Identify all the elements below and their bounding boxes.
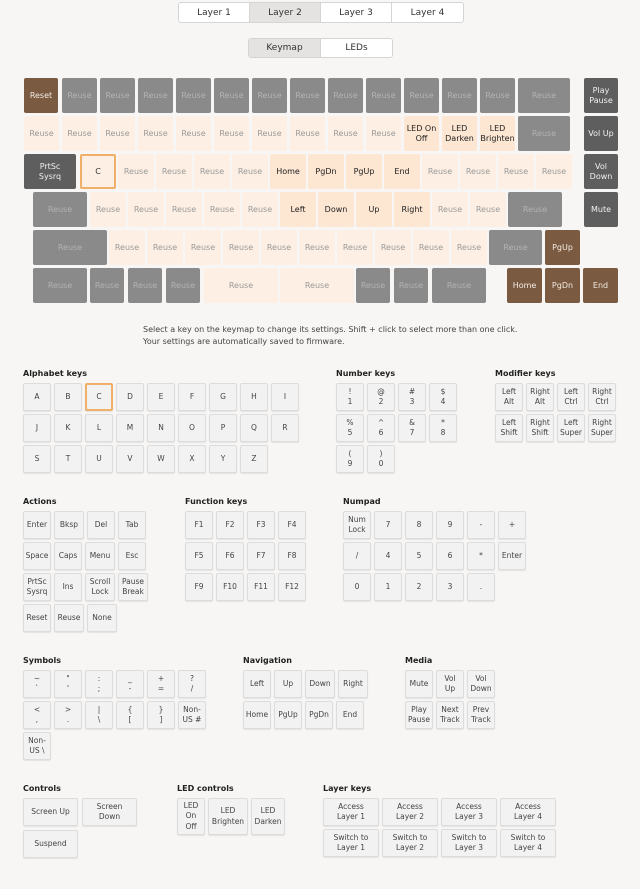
keymap-key[interactable]: Down	[318, 192, 354, 227]
media-grid	[405, 670, 505, 729]
keymap-key[interactable]: Play Pause	[584, 78, 618, 113]
key-button[interactable]: Right Alt	[526, 383, 554, 411]
key-button[interactable]: LED Darken	[251, 798, 285, 835]
key-button[interactable]: Right Super	[588, 414, 616, 442]
alphabet-keys-grid	[23, 383, 313, 473]
key-button[interactable]: W	[147, 445, 175, 473]
keymap-key[interactable]: Reuse	[214, 116, 249, 151]
keymap-key[interactable]: Reuse	[366, 116, 401, 151]
key-button[interactable]: { [	[116, 701, 144, 729]
keymap-key[interactable]: Reuse	[100, 116, 135, 151]
key-button[interactable]: _ -	[116, 670, 144, 698]
key-button[interactable]: Bksp	[54, 511, 84, 539]
section-title: Layer keys	[323, 784, 372, 793]
key-button[interactable]: Esc	[118, 542, 146, 570]
keymap-key[interactable]: LED Brighten	[480, 116, 515, 151]
keymap-key[interactable]: Reuse	[90, 192, 126, 227]
keymap-key[interactable]: Reuse	[451, 230, 487, 265]
key-button[interactable]: F9	[185, 573, 213, 601]
keymap-key[interactable]: Reuse	[480, 78, 515, 113]
keymap-key[interactable]: PrtSc Sysrq	[24, 154, 76, 189]
key-button[interactable]: Num Lock	[343, 511, 371, 539]
keymap-key[interactable]: Reuse	[432, 192, 468, 227]
tab-layer-4[interactable]: Layer 4	[410, 7, 445, 18]
section-title: Symbols	[23, 656, 62, 665]
key-button[interactable]: Screen Down	[82, 798, 137, 826]
keymap-key[interactable]: C	[80, 154, 116, 189]
key-button[interactable]: F12	[278, 573, 306, 601]
key-button[interactable]: > .	[54, 701, 82, 729]
key-button[interactable]: 6	[436, 542, 464, 570]
key-button[interactable]: 2	[405, 573, 433, 601]
keymap-key[interactable]: PgUp	[545, 230, 580, 265]
tab-layer-2[interactable]: Layer 2	[250, 3, 321, 22]
keymap-key[interactable]: Reuse	[232, 154, 268, 189]
key-button[interactable]: : ;	[85, 670, 113, 698]
key-button[interactable]: Non- US \	[23, 732, 51, 760]
keymap-key[interactable]: Reuse	[185, 230, 221, 265]
key-button[interactable]: O	[178, 414, 206, 442]
keymap-key[interactable]: LED Darken	[442, 116, 477, 151]
key-button[interactable]: C	[85, 383, 113, 411]
key-button[interactable]: X	[178, 445, 206, 473]
key-button[interactable]: Next Track	[436, 701, 464, 729]
key-button[interactable]: H	[240, 383, 268, 411]
number-keys-grid	[336, 383, 466, 473]
key-button[interactable]: F8	[278, 542, 306, 570]
keymap-key[interactable]: Reuse	[214, 78, 249, 113]
key-button[interactable]: Q	[240, 414, 268, 442]
key-button[interactable]: U	[85, 445, 113, 473]
actions-section	[23, 497, 153, 632]
key-button[interactable]: Left Super	[557, 414, 585, 442]
controls-grid	[23, 798, 143, 858]
key-button[interactable]: " '	[54, 670, 82, 698]
key-button[interactable]: F3	[247, 511, 275, 539]
keymap-key[interactable]: Reuse	[147, 230, 183, 265]
key-button[interactable]: Del	[87, 511, 115, 539]
numpad-grid	[343, 511, 533, 601]
key-button[interactable]: Non- US #	[178, 701, 206, 729]
key-button[interactable]: 7	[374, 511, 402, 539]
keymap-key[interactable]: Reuse	[394, 268, 428, 303]
keymap-key[interactable]: Reuse	[33, 268, 87, 303]
keymap-key[interactable]: Reuse	[194, 154, 230, 189]
key-button[interactable]: F2	[216, 511, 244, 539]
key-button[interactable]: E	[147, 383, 175, 411]
section-title: Number keys	[336, 369, 396, 378]
key-button[interactable]: F4	[278, 511, 306, 539]
keymap-key[interactable]: Reset	[24, 78, 58, 113]
key-button[interactable]: R	[271, 414, 299, 442]
key-button[interactable]: Access Layer 2	[382, 798, 438, 826]
key-button[interactable]: Enter	[498, 542, 526, 570]
symbols-section	[23, 656, 213, 760]
keymap-key[interactable]: Reuse	[204, 268, 278, 303]
key-button[interactable]: Left	[243, 670, 271, 698]
key-button[interactable]: LED Brighten	[208, 798, 248, 835]
key-button[interactable]: PgUp	[274, 701, 302, 729]
key-button[interactable]: 9	[436, 511, 464, 539]
key-button[interactable]: Access Layer 4	[500, 798, 556, 826]
key-button[interactable]: Ins	[54, 573, 82, 601]
key-button[interactable]: Menu	[85, 542, 115, 570]
key-button[interactable]: 0	[343, 573, 371, 601]
key-button[interactable]: Y	[209, 445, 237, 473]
key-button[interactable]: *	[467, 542, 495, 570]
keymap-key[interactable]: Reuse	[470, 192, 506, 227]
key-button[interactable]: +	[498, 511, 526, 539]
keymap-key[interactable]: Reuse	[62, 116, 97, 151]
keymap-key[interactable]: Reuse	[328, 78, 363, 113]
keymap-key[interactable]: Reuse	[166, 192, 202, 227]
key-button[interactable]: Vol Down	[467, 670, 495, 698]
symbols-grid	[23, 670, 213, 760]
keymap-key[interactable]: Reuse	[366, 78, 401, 113]
key-button[interactable]: Mute	[405, 670, 433, 698]
key-button[interactable]: L	[85, 414, 113, 442]
key-button[interactable]: F10	[216, 573, 244, 601]
section-title: Controls	[23, 784, 61, 793]
section-title: Actions	[23, 497, 57, 506]
keymap-key[interactable]: Reuse	[508, 192, 562, 227]
keymap-key[interactable]: Reuse	[166, 268, 200, 303]
key-button[interactable]: F7	[247, 542, 275, 570]
key-button[interactable]: Home	[243, 701, 271, 729]
key-button[interactable]: 3	[436, 573, 464, 601]
key-button[interactable]: Reuse	[54, 604, 84, 632]
key-button[interactable]: 1	[374, 573, 402, 601]
layer-keys-section	[323, 784, 573, 857]
key-button[interactable]: -	[467, 511, 495, 539]
key-button[interactable]: .	[467, 573, 495, 601]
key-button[interactable]: PrtSc Sysrq	[23, 573, 51, 601]
keymap-key[interactable]: Reuse	[290, 116, 325, 151]
section-title: LED controls	[177, 784, 234, 793]
keymap-key[interactable]: Reuse	[252, 78, 287, 113]
key-button[interactable]: None	[87, 604, 117, 632]
key-button[interactable]: P	[209, 414, 237, 442]
tab-keymap[interactable]: Keymap	[249, 39, 321, 57]
actions-grid	[23, 511, 153, 632]
controls-section	[23, 784, 153, 858]
modifier-keys-section	[495, 369, 625, 442]
keymap-key[interactable]: Left	[280, 192, 316, 227]
keymap-key[interactable]: Up	[356, 192, 392, 227]
keymap-key[interactable]: Reuse	[413, 230, 449, 265]
key-button[interactable]: ? /	[178, 670, 206, 698]
key-button[interactable]: D	[116, 383, 144, 411]
key-button[interactable]: N	[147, 414, 175, 442]
keymap-key[interactable]: Reuse	[90, 268, 124, 303]
keymap-key[interactable]: Reuse	[299, 230, 335, 265]
key-button[interactable]: Left Ctrl	[557, 383, 585, 411]
tab-layer-3[interactable]: Layer 3	[321, 3, 392, 22]
keymap-key[interactable]: Reuse	[404, 78, 439, 113]
key-button[interactable]: Tab	[118, 511, 146, 539]
key-button[interactable]: Reset	[23, 604, 51, 632]
key-button[interactable]: } ]	[147, 701, 175, 729]
keymap-key[interactable]: Reuse	[128, 192, 164, 227]
keymap-key[interactable]: Reuse	[460, 154, 496, 189]
keymap-key[interactable]: Reuse	[138, 78, 173, 113]
key-button[interactable]: Enter	[23, 511, 51, 539]
keymap-key[interactable]: Reuse	[518, 78, 570, 113]
key-button[interactable]: Switch to Layer 2	[382, 829, 438, 857]
key-button[interactable]: + =	[147, 670, 175, 698]
keymap-key[interactable]: Reuse	[518, 116, 570, 151]
key-button[interactable]: @ 2	[367, 383, 395, 411]
keymap-key[interactable]: Reuse	[204, 192, 240, 227]
section-title: Modifier keys	[495, 369, 556, 378]
layer-tabs	[178, 2, 464, 23]
keymap-key[interactable]: Reuse	[290, 78, 325, 113]
key-button[interactable]: ! 1	[336, 383, 364, 411]
key-button[interactable]: Prev Track	[467, 701, 495, 729]
keymap-key[interactable]: End	[384, 154, 420, 189]
section-title: Function keys	[185, 497, 248, 506]
key-button[interactable]: Switch to Layer 4	[500, 829, 556, 857]
keymap-key[interactable]: Reuse	[261, 230, 297, 265]
instructions-text: Select a key on the keymap to change its settings. Shift + click to select more than one click. Your settings are automatically saved to firmware.	[143, 325, 518, 346]
keymap-key[interactable]: Vol Down	[584, 154, 618, 189]
keymap-key[interactable]: Reuse	[223, 230, 259, 265]
keymap-key[interactable]: Reuse	[109, 230, 145, 265]
key-button[interactable]: ^ 6	[367, 414, 395, 442]
key-button[interactable]: Scroll Lock	[85, 573, 115, 601]
section-title: Navigation	[243, 656, 292, 665]
key-button[interactable]: /	[343, 542, 371, 570]
navigation-grid	[243, 670, 373, 729]
tab-leds[interactable]: LEDs	[345, 43, 368, 53]
key-button[interactable]: LED On Off	[177, 798, 205, 835]
led-controls-section	[177, 784, 297, 835]
key-button[interactable]: F6	[216, 542, 244, 570]
function-keys-section	[185, 497, 315, 601]
keymap-key[interactable]: Reuse	[176, 116, 211, 151]
keymap-key[interactable]: Reuse	[375, 230, 411, 265]
led-controls-grid	[177, 798, 297, 835]
key-button[interactable]: F1	[185, 511, 213, 539]
key-button[interactable]: Switch to Layer 1	[323, 829, 379, 857]
key-button[interactable]: Vol Up	[436, 670, 464, 698]
keymap-key[interactable]: Reuse	[280, 268, 354, 303]
key-button[interactable]: G	[209, 383, 237, 411]
key-button[interactable]: J	[23, 414, 51, 442]
key-button[interactable]: End	[336, 701, 364, 729]
key-button[interactable]: F11	[247, 573, 275, 601]
modifier-keys-grid	[495, 383, 625, 442]
key-button[interactable]: Access Layer 3	[441, 798, 497, 826]
key-button[interactable]: Suspend	[23, 830, 78, 858]
key-button[interactable]: ) 0	[367, 445, 395, 473]
keymap-key[interactable]: Reuse	[252, 116, 287, 151]
keymap-key[interactable]: Reuse	[489, 230, 542, 265]
key-button[interactable]: Switch to Layer 3	[441, 829, 497, 857]
key-button[interactable]: Pause Break	[118, 573, 148, 601]
key-button[interactable]: V	[116, 445, 144, 473]
keymap-key[interactable]: Reuse	[156, 154, 192, 189]
key-button[interactable]: ( 9	[336, 445, 364, 473]
key-button[interactable]: ~ `	[23, 670, 51, 698]
tab-layer-1[interactable]: Layer 1	[179, 3, 250, 22]
keymap-key[interactable]: Reuse	[432, 268, 486, 303]
key-button[interactable]: 4	[374, 542, 402, 570]
keymap-key[interactable]: LED On Off	[404, 116, 439, 151]
keymap-key[interactable]: Reuse	[138, 116, 173, 151]
key-button[interactable]: Down	[305, 670, 335, 698]
key-button[interactable]: * 8	[429, 414, 457, 442]
keymap-key[interactable]: Home	[270, 154, 306, 189]
keymap-key[interactable]: Right	[394, 192, 430, 227]
key-button[interactable]: K	[54, 414, 82, 442]
keymap-key[interactable]: Reuse	[242, 192, 278, 227]
keymap-key[interactable]: Reuse	[128, 268, 162, 303]
key-button[interactable]: Left Shift	[495, 414, 523, 442]
keymap-key[interactable]: Reuse	[498, 154, 534, 189]
key-button[interactable]: I	[271, 383, 299, 411]
key-button[interactable]: Right Ctrl	[588, 383, 616, 411]
key-button[interactable]: Caps	[54, 542, 82, 570]
key-button[interactable]: Right	[338, 670, 368, 698]
key-button[interactable]: < ,	[23, 701, 51, 729]
key-button[interactable]: Play Pause	[405, 701, 433, 729]
keymap-key[interactable]: Mute	[584, 192, 618, 227]
keymap-key[interactable]: Reuse	[442, 78, 477, 113]
key-button[interactable]: | \	[85, 701, 113, 729]
keymap-key[interactable]: Reuse	[100, 78, 135, 113]
key-button[interactable]: % 5	[336, 414, 364, 442]
keymap-key[interactable]: Reuse	[24, 116, 59, 151]
keymap-key[interactable]: Reuse	[118, 154, 154, 189]
key-button[interactable]: Access Layer 1	[323, 798, 379, 826]
keymap-key[interactable]: Reuse	[536, 154, 572, 189]
keymap-key[interactable]: Reuse	[422, 154, 458, 189]
numpad-section	[343, 497, 533, 601]
keymap-key[interactable]: PgUp	[346, 154, 382, 189]
keymap-key[interactable]: Reuse	[176, 78, 211, 113]
key-button[interactable]: F5	[185, 542, 213, 570]
key-button[interactable]: S	[23, 445, 51, 473]
key-button[interactable]: Space	[23, 542, 51, 570]
keymap-key[interactable]: End	[583, 268, 618, 303]
key-button[interactable]: 8	[405, 511, 433, 539]
section-title: Alphabet keys	[23, 369, 88, 378]
keymap-key[interactable]: PgDn	[545, 268, 580, 303]
key-button[interactable]: $ 4	[429, 383, 457, 411]
key-button[interactable]: M	[116, 414, 144, 442]
view-tabs	[248, 38, 393, 58]
key-button[interactable]: F	[178, 383, 206, 411]
key-button[interactable]: Z	[240, 445, 268, 473]
key-button[interactable]: B	[54, 383, 82, 411]
keymap-key[interactable]: Reuse	[356, 268, 390, 303]
keymap-key[interactable]: Home	[507, 268, 542, 303]
keymap-key[interactable]: Reuse	[33, 230, 107, 265]
media-section	[405, 656, 505, 729]
layer-keys-grid	[323, 798, 563, 857]
key-button[interactable]: & 7	[398, 414, 426, 442]
key-button[interactable]: T	[54, 445, 82, 473]
section-title: Numpad	[343, 497, 381, 506]
keymap-key[interactable]: Reuse	[328, 116, 363, 151]
keymap-key[interactable]: Vol Up	[584, 116, 618, 151]
keymap-key[interactable]: Reuse	[33, 192, 87, 227]
key-button[interactable]: Up	[274, 670, 302, 698]
navigation-section	[243, 656, 373, 729]
keymap-key[interactable]: Reuse	[62, 78, 97, 113]
key-button[interactable]: Screen Up	[23, 798, 78, 826]
number-keys-section	[336, 369, 466, 473]
alphabet-keys-section	[23, 369, 313, 473]
key-button[interactable]: PgDn	[305, 701, 333, 729]
key-button[interactable]: Left Alt	[495, 383, 523, 411]
keymap-key[interactable]: Reuse	[337, 230, 373, 265]
section-title: Media	[405, 656, 433, 665]
key-button[interactable]: 5	[405, 542, 433, 570]
key-button[interactable]: # 3	[398, 383, 426, 411]
function-keys-grid	[185, 511, 315, 601]
key-button[interactable]: A	[23, 383, 51, 411]
key-button[interactable]: Right Shift	[526, 414, 554, 442]
keymap-key[interactable]: PgDn	[308, 154, 344, 189]
